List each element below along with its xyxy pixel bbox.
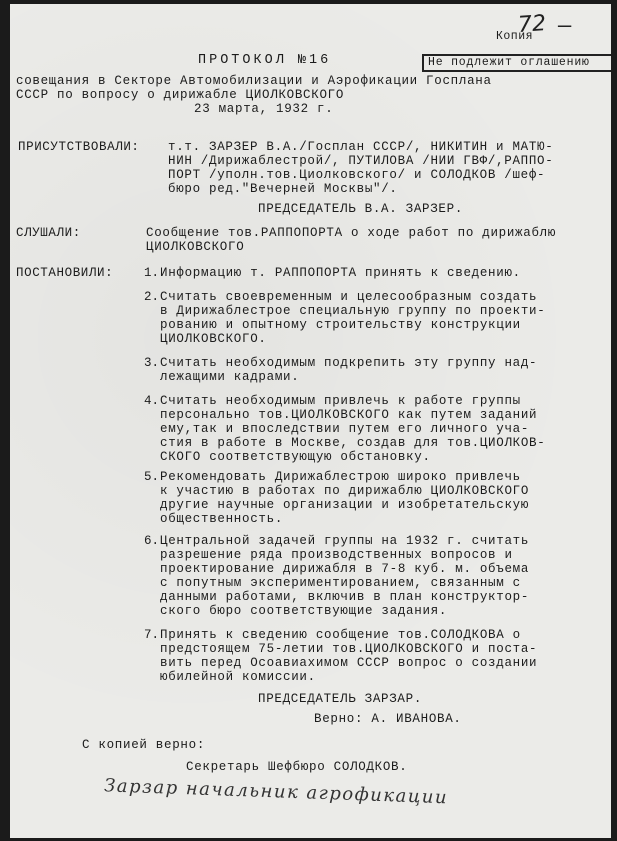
item-number: 7.	[144, 628, 160, 642]
item-number: 6.	[144, 534, 160, 548]
heard-line: ЦИОЛКОВСКОГО	[146, 240, 245, 254]
resolved-label: ПОСТАНОВИЛИ:	[16, 266, 114, 280]
attendance-line: ПОРТ /уполн.тов.Циолковского/ и СОЛОДКОВ /шеф-	[168, 168, 546, 182]
item-line: стия в работе в Москве, создав для тов.ЦИОЛКОВ-	[160, 436, 546, 450]
item-line: общественность.	[160, 512, 284, 526]
page-number: 72	[517, 11, 547, 38]
item-line: СКОГО соответствующую обстановку.	[160, 450, 431, 464]
subtitle-date: 23 марта, 1932 г.	[194, 102, 334, 116]
item-line: лежащими кадрами.	[160, 370, 300, 384]
secretary-line: Секретарь Шефбюро СОЛОДКОВ.	[186, 760, 408, 774]
copy-mark: Копия	[496, 30, 534, 43]
heard-line: Сообщение тов.РАППОПОРТА о ходе работ по дирижаблю	[146, 226, 557, 240]
item-line: к участию в работах по дирижаблю ЦИОЛКОВСКОГО	[160, 484, 530, 498]
item-line: ского бюро соответствующие задания.	[160, 604, 448, 618]
handwritten-note: Зарзар начальник агрофикации	[103, 775, 449, 809]
protocol-title: ПРОТОКОЛ №16	[198, 53, 332, 68]
item-line: рованию и опытному строительству конструкции	[160, 318, 521, 332]
item-line: предстоящем 75-летии тов.ЦИОЛКОВСКОГО и поста-	[160, 642, 538, 656]
confidential-stamp: Не подлежит оглашению	[422, 54, 611, 72]
item-line: разрешение ряда производственных вопросов и	[160, 548, 513, 562]
item-line: Считать своевременным и целесообразным создать	[160, 290, 538, 304]
copy-verified-line: С копией верно:	[82, 738, 206, 752]
subtitle-line: совещания в Секторе Автомобилизации и Аэрофикации Госплана	[16, 74, 492, 88]
item-line: вить перед Осоавиахимом СССР вопрос о создании	[160, 656, 538, 670]
item-number: 5.	[144, 470, 160, 484]
item-number: 4.	[144, 394, 160, 408]
item-line: ЦИОЛКОВСКОГО.	[160, 332, 267, 346]
item-number: 3.	[144, 356, 160, 370]
document-page	[10, 4, 611, 838]
subtitle-line: СССР по вопросу о дирижабле ЦИОЛКОВСКОГО	[16, 88, 345, 102]
item-line: Принять к сведению сообщение тов.СОЛОДКОВА о	[160, 628, 521, 642]
item-line: проектирование дирижабля в 7-8 куб. м. объема	[160, 562, 530, 576]
item-line: Центральной задачей группы на 1932 г. считать	[160, 534, 530, 548]
chairman-signature-line: ПРЕДСЕДАТЕЛЬ ЗАРЗАР.	[258, 692, 423, 706]
item-line: персонально тов.ЦИОЛКОВСКОГО как путем заданий	[160, 408, 538, 422]
attendance-line: бюро ред."Вечерней Москвы"/.	[168, 182, 398, 196]
item-line: Информацию т. РАППОПОРТА принять к сведению.	[160, 266, 521, 280]
item-line: юбилейной комиссии.	[160, 670, 316, 684]
item-line: Рекомендовать Дирижаблестрою широко привлечь	[160, 470, 521, 484]
item-line: с попутным экспериментированием, связанным с	[160, 576, 521, 590]
attendance-label: ПРИСУТСТВОВАЛИ:	[18, 140, 140, 154]
attendance-line: т.т. ЗАРЗЕР В.А./Госплан СССР/, НИКИТИН и МАТЮ-	[168, 140, 554, 154]
chairman-heading: ПРЕДСЕДАТЕЛЬ В.А. ЗАРЗЕР.	[258, 202, 464, 216]
item-line: в Дирижаблестрое специальную группу по проекти-	[160, 304, 546, 318]
item-line: Считать необходимым привлечь к работе группы	[160, 394, 521, 408]
item-line: ему,так и впоследствии путем его личного уча-	[160, 422, 530, 436]
item-line: Считать необходимым подкрепить эту группу над-	[160, 356, 538, 370]
item-line: другие научные организации и изобретательскую	[160, 498, 530, 512]
item-number: 2.	[144, 290, 160, 304]
item-line: данными работами, включив в план конструктор-	[160, 590, 530, 604]
heard-label: СЛУШАЛИ:	[16, 226, 81, 240]
verified-line: Верно: А. ИВАНОВА.	[314, 712, 462, 726]
item-number: 1.	[144, 266, 160, 280]
attendance-line: НИН /Дирижаблестрой/, ПУТИЛОВА /НИИ ГВФ/,РАППО-	[168, 154, 554, 168]
page-number-dash: —	[558, 14, 572, 39]
